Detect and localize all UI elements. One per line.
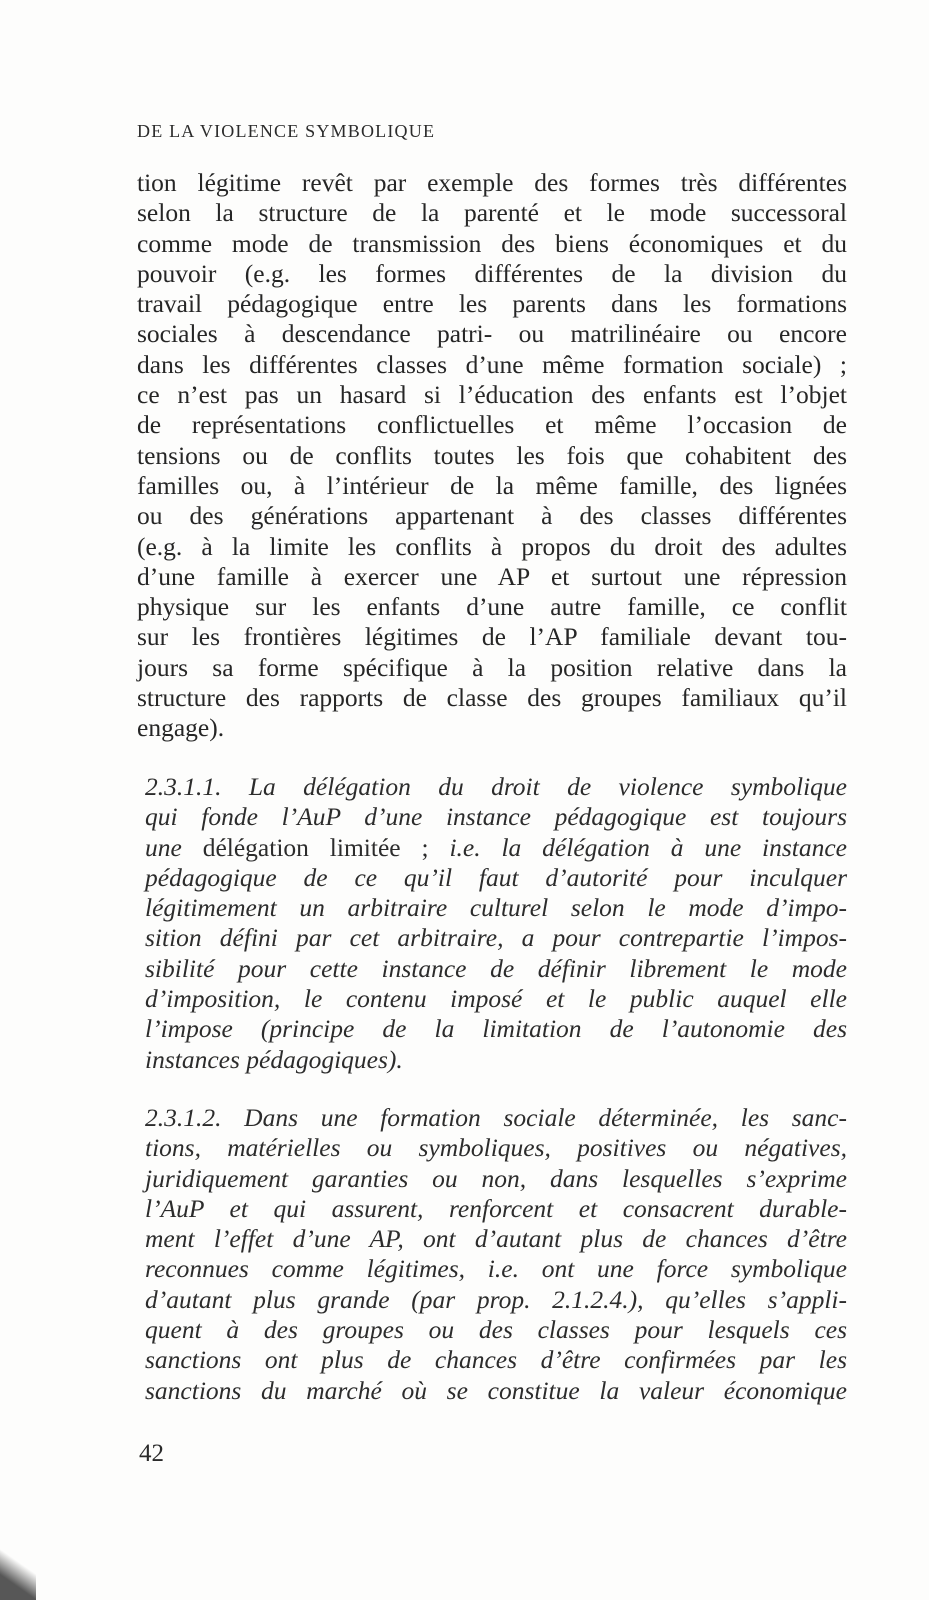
text-line: l’impose (principe de la limitation de l’autonomie des bbox=[145, 1014, 847, 1044]
text-line: qui fonde l’AuP d’une instance pédagogique est toujours bbox=[145, 802, 847, 832]
text-line: comme mode de transmission des biens économiques et du bbox=[137, 228, 847, 258]
text-line: structure des rapports de classe des groupes familiaux qu’il bbox=[137, 683, 847, 713]
text-line: pouvoir (e.g. les formes différentes de la division du bbox=[137, 258, 847, 288]
text-line: tion légitime revêt par exemple des formes très différentes bbox=[137, 168, 847, 197]
text-line: juridiquement garanties ou non, dans lesquelles s’exprime bbox=[145, 1163, 847, 1193]
text-line: sociales à descendance patri- ou matrilinéaire ou encore bbox=[137, 319, 847, 349]
text-line: sition défini par cet arbitraire, a pour contrepartie l’impos- bbox=[145, 923, 847, 953]
text-line: sanctions ont plus de chances d’être confirmées par les bbox=[145, 1345, 847, 1375]
text-line: ce n’est pas un hasard si l’éducation des enfants est l’objet bbox=[137, 380, 847, 410]
scan-shadow-corner bbox=[0, 1540, 36, 1600]
text-line: sibilité pour cette instance de définir librement le mode bbox=[145, 953, 847, 983]
text-line: reconnues comme légitimes, i.e. ont une force symbolique bbox=[145, 1254, 847, 1284]
text-line-mixed bbox=[145, 833, 847, 863]
text-line: quent à des groupes ou des classes pour lesquels ces bbox=[145, 1315, 847, 1345]
text-line: l’AuP et qui assurent, renforcent et consacrent durable- bbox=[145, 1193, 847, 1223]
proposition-2-3-1-1 bbox=[145, 772, 847, 1075]
text-line: de représentations conflictuelles et même l’occasion de bbox=[137, 410, 847, 440]
text-line: tions, matérielles ou symboliques, positives ou négatives, bbox=[145, 1133, 847, 1163]
page-number: 42 bbox=[139, 1440, 164, 1467]
text-line: tensions ou de conflits toutes les fois que cohabitent des bbox=[137, 440, 847, 470]
text-line: d’imposition, le contenu imposé et le public auquel elle bbox=[145, 984, 847, 1014]
body-paragraph bbox=[137, 168, 847, 744]
text-line: d’autant plus grande (par prop. 2.1.2.4.), qu’elles s’appli- bbox=[145, 1284, 847, 1314]
roman-fragment: délégation limitée ; bbox=[202, 832, 429, 862]
text-line: sur les frontières légitimes de l’AP familiale devant tou- bbox=[137, 622, 847, 652]
italic-fragment: i.e. la délégation à une instance bbox=[449, 832, 847, 862]
text-line: sanctions du marché où se constitue la valeur économique bbox=[145, 1375, 847, 1405]
text-line: d’une famille à exercer une AP et surtout une répression bbox=[137, 561, 847, 591]
text-line: 2.3.1.1. La délégation du droit de violence symbolique bbox=[145, 772, 847, 801]
text-line: (e.g. à la limite les conflits à propos du droit des adultes bbox=[137, 531, 847, 561]
text-line: physique sur les enfants d’une autre famille, ce conflit bbox=[137, 592, 847, 622]
text-line: familles ou, à l’intérieur de la même famille, des lignées bbox=[137, 470, 847, 500]
text-line: ment l’effet d’une AP, ont d’autant plus de chances d’être bbox=[145, 1224, 847, 1254]
proposition-2-3-1-2 bbox=[145, 1103, 847, 1406]
text-line: pédagogique de ce qu’il faut d’autorité pour inculquer bbox=[145, 862, 847, 892]
text-line: légitimement un arbitraire culturel selon le mode d’impo- bbox=[145, 893, 847, 923]
italic-fragment: une bbox=[145, 832, 182, 862]
text-line: instances pédagogiques). bbox=[145, 1044, 403, 1074]
text-line: dans les différentes classes d’une même formation sociale) ; bbox=[137, 349, 847, 379]
text-line: jours sa forme spécifique à la position relative dans la bbox=[137, 652, 847, 682]
text-line: travail pédagogique entre les parents dans les formations bbox=[137, 289, 847, 319]
text-line: ou des générations appartenant à des classes différentes bbox=[137, 501, 847, 531]
text-line: engage). bbox=[137, 713, 225, 743]
text-line: 2.3.1.2. Dans une formation sociale déterminée, les sanc- bbox=[145, 1103, 847, 1132]
text-line: selon la structure de la parenté et le mode successoral bbox=[137, 198, 847, 228]
running-head: DE LA VIOLENCE SYMBOLIQUE bbox=[137, 121, 436, 141]
